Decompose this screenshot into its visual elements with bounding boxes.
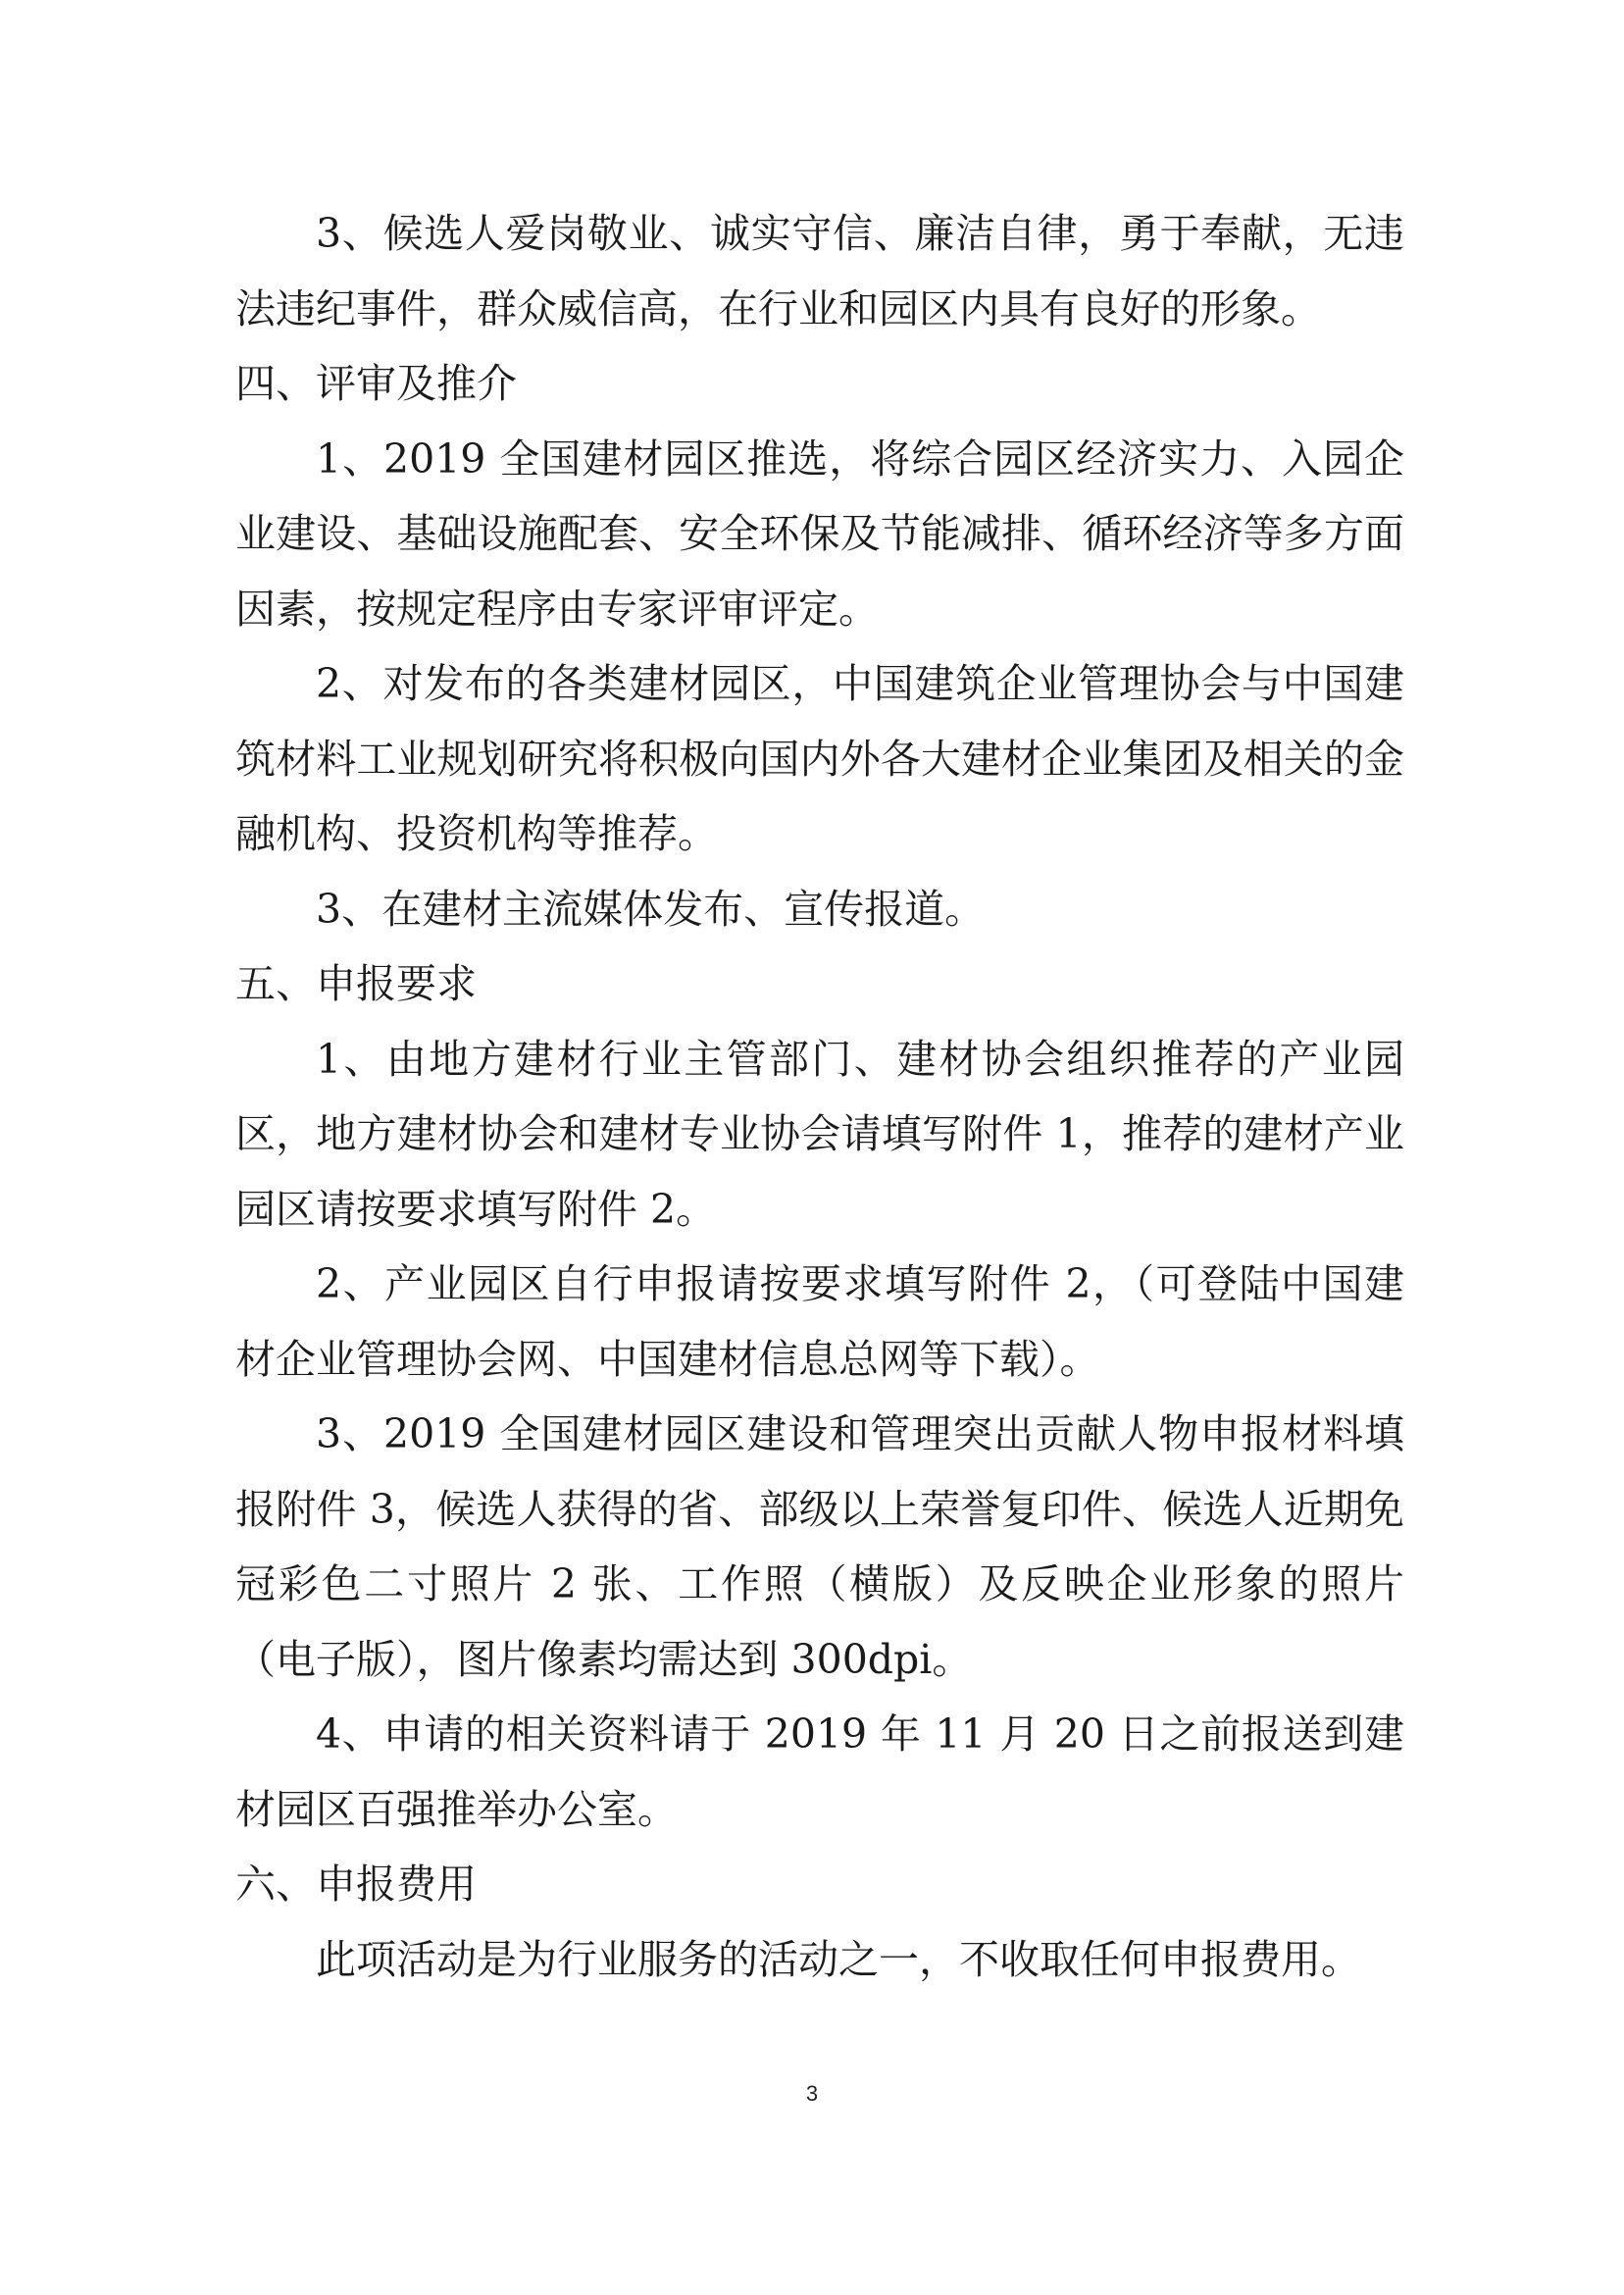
paragraph-fees: 此项活动是为行业服务的活动之一，不收取任何申报费用。 <box>316 1935 1361 1983</box>
paragraph-requirements-4: 4、申请的相关资料请于 2019 年 11 月 20 日之前报送到建材园区百强推举办公室。 <box>235 1710 1404 1833</box>
paragraph-review-1: 1、2019 全国建材园区推选，将综合园区经济实力、入园企业建设、基础设施配套、安全环保及节能减排、循环经济等多方面因素，按规定程序由专家评审评定。 <box>235 434 1404 633</box>
paragraph-requirements-1: 1、由地方建材行业主管部门、建材协会组织推荐的产业园区，地方建材协会和建材专业协会请填写附件 1，推荐的建材产业园区请按要求填写附件 2。 <box>235 1035 1404 1233</box>
paragraph-candidate-integrity: 3、候选人爱岗敬业、诚实守信、廉洁自律，勇于奉献，无违法违纪事件，群众威信高，在行业和园区内具有良好的形象。 <box>235 210 1404 332</box>
paragraph-requirements-3: 3、2019 全国建材园区建设和管理突出贡献人物申报材料填报附件 3，候选人获得的省、部级以上荣誉复印件、候选人近期免冠彩色二寸照片 2 张、工作照（横版）及反映企业形象的照片（电子版），图片像素均需达到 300dpi。 <box>235 1410 1404 1683</box>
page-number: 3 <box>805 2081 819 2106</box>
section-heading-requirements: 五、申报要求 <box>235 960 477 1007</box>
section-heading-review: 四、评审及推介 <box>235 360 517 407</box>
paragraph-review-3: 3、在建材主流媒体发布、宣传报道。 <box>316 885 986 933</box>
document-page <box>235 196 1404 1997</box>
section-heading-fees: 六、申报费用 <box>235 1861 477 1908</box>
paragraph-requirements-2: 2、产业园区自行申报请按要求填写附件 2，（可登陆中国建材企业管理协会网、中国建材信息总网等下载）。 <box>235 1260 1404 1383</box>
paragraph-review-2: 2、对发布的各类建材园区，中国建筑企业管理协会与中国建筑材料工业规划研究将积极向国内外各大建材企业集团及相关的金融机构、投资机构等推荐。 <box>235 660 1404 857</box>
